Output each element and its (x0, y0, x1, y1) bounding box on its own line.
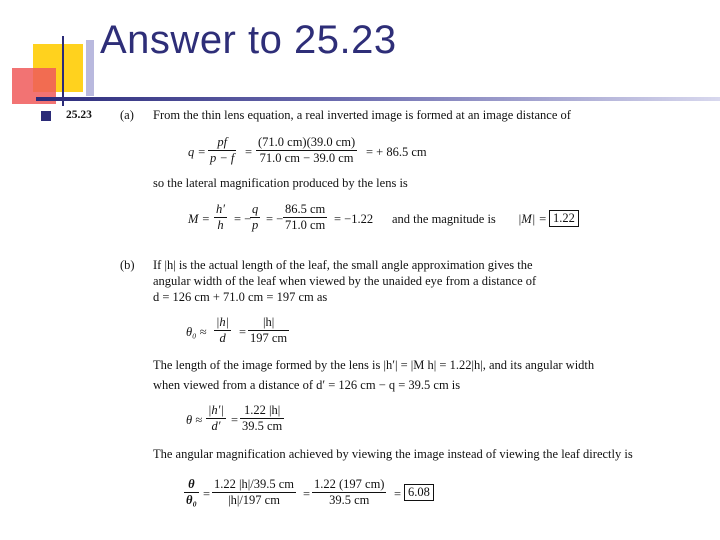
mag-intro: so the lateral magnification produced by the lens is (153, 176, 408, 190)
theta0-eq: = (239, 325, 247, 339)
theta-fraction-1 (206, 404, 226, 433)
deco-blue-square (86, 40, 94, 96)
q-frac1-num: pf (217, 135, 228, 149)
ratio-frac1-den: |h|/197 cm (228, 493, 280, 507)
M-frac2-den: p (252, 218, 259, 232)
ratio-theta-fraction (184, 478, 199, 507)
theta0-lhs: θ₀ ≈ (186, 325, 207, 339)
theta0-fraction-2 (248, 316, 289, 345)
M-eq3: = − (266, 212, 284, 226)
magnitude-box: 1.22 (549, 210, 579, 227)
ratio-frac2-den: 39.5 cm (329, 493, 370, 507)
M-fraction-3 (283, 203, 327, 232)
q-result: = + 86.5 cm (366, 145, 427, 159)
M-frac2-num: q (252, 202, 259, 216)
ratio-eq: = (203, 487, 211, 501)
magnitude-text: and the magnitude is (392, 212, 496, 226)
M-eq2: = − (234, 212, 252, 226)
q-frac2-num: (71.0 cm)(39.0 cm) (258, 135, 356, 149)
M-result: = −1.22 (334, 212, 374, 226)
slide-title: Answer to 25.23 (100, 18, 397, 62)
theta0-frac1-den: d (219, 331, 226, 345)
theta-lhs: θ ≈ (186, 413, 203, 427)
part-b-line3: d = 126 cm + 71.0 cm = 197 cm as (153, 290, 328, 304)
M-lhs: M = (188, 212, 210, 226)
deco-vertical-line (62, 36, 64, 106)
magnitude-lhs: |M| = (518, 212, 547, 226)
theta-frac1-num: |h′| (208, 403, 224, 417)
q-fraction-1 (208, 136, 236, 165)
part-a-intro: From the thin lens equation, a real inverted image is formed at an image distance of (153, 108, 571, 122)
M-frac3-den: 71.0 cm (285, 218, 326, 232)
theta-fraction-2 (240, 404, 284, 433)
ratio-value-box: 6.08 (404, 484, 434, 501)
q-lhs: q = (188, 145, 206, 159)
theta-frac2-num: 1.22 |h| (244, 403, 281, 417)
M-fraction-1 (214, 203, 227, 232)
theta0-frac2-den: 197 cm (250, 331, 288, 345)
q-frac2-den: 71.0 cm − 39.0 cm (259, 151, 354, 165)
part-b-line2: angular width of the leaf when viewed by the unaided eye from a distance of (153, 274, 537, 288)
ratio-den: θ₀ (186, 493, 197, 507)
bullet-square (41, 111, 51, 121)
ratio-frac1-num: 1.22 |h|/39.5 cm (214, 477, 294, 491)
image-line2: when viewed from a distance of d′ = 126 cm − q = 39.5 cm is (153, 378, 461, 392)
theta-eq: = (231, 413, 239, 427)
image-line1: The length of the image formed by the lens is |h′| = |M h| = 1.22|h|, and its angular width (153, 358, 595, 372)
M-frac3-num: 86.5 cm (285, 202, 326, 216)
ratio-eq3: = (394, 487, 402, 501)
part-b-label: (b) (120, 258, 135, 272)
theta0-fraction-1 (214, 316, 231, 345)
ratio-fraction-1 (212, 478, 296, 507)
q-eq: = (245, 145, 253, 159)
ratio-num: θ (188, 477, 195, 491)
theta-frac2-den: 39.5 cm (242, 419, 283, 433)
M-frac1-den: h (217, 218, 224, 232)
M-frac1-num: h′ (216, 202, 225, 216)
problem-number: 25.23 (66, 109, 92, 121)
M-fraction-2 (250, 203, 260, 232)
theta0-frac1-num: |h| (216, 315, 230, 329)
theta-frac1-den: d′ (211, 419, 221, 433)
angular-line: The angular magnification achieved by viewing the image instead of viewing the leaf directly is (153, 447, 633, 461)
ratio-fraction-2 (312, 478, 386, 507)
q-fraction-2 (256, 136, 357, 165)
part-b-line1: If |h| is the actual length of the leaf, the small angle approximation gives the (153, 258, 533, 272)
ratio-eq2: = (303, 487, 311, 501)
ratio-frac2-num: 1.22 (197 cm) (314, 477, 385, 491)
theta0-frac2-num: |h| (262, 315, 275, 329)
q-frac1-den: p − f (210, 151, 235, 165)
part-a-label: (a) (120, 108, 134, 122)
title-rule (36, 97, 720, 101)
